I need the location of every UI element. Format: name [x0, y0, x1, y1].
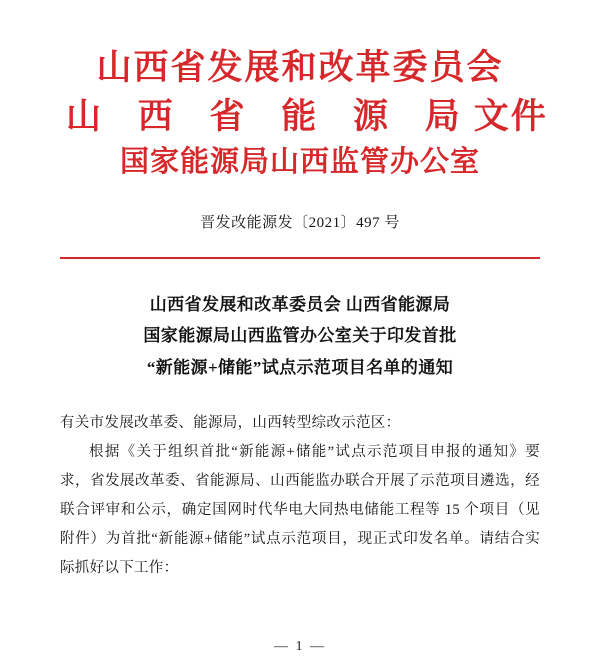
title-line-3: “新能源+储能”试点示范项目名单的通知: [146, 357, 454, 377]
letterhead-line-2-suffix: 文件: [473, 97, 548, 136]
body-paragraph-1: 根据《关于组织首批“新能源+储能”试点示范项目申报的通知》要求，省发展改革委、省能源局、山西能监办联合开展了示范项目遴选，经联合评审和公示，确定国网时代华电大同热电储能工程等 15 个项目（见附件）为首批“新能源+储能”试点示范项目，现正式印发名单。请结合实际抓好以下工作：: [60, 444, 540, 577]
document-body: [60, 409, 540, 583]
title-line-1: 山西省发展和改革委员会 山西省能源局: [149, 295, 451, 314]
document-number: 晋发改能源发〔2021〕497 号: [200, 215, 400, 231]
letterhead: [60, 0, 548, 178]
letterhead-line-2: [60, 97, 548, 136]
page-number: — 1 —: [274, 639, 326, 654]
letterhead-line-2-agency: 山 西 省 能 源 局: [66, 97, 474, 136]
letterhead-line-3: 国家能源局山西监管办公室: [119, 146, 480, 178]
salutation: 有关市发展改革委、能源局，山西转型综改示范区：: [60, 415, 401, 432]
document-title: [60, 289, 540, 383]
title-line-2: 国家能源局山西监管办公室关于印发首批: [143, 326, 457, 346]
letterhead-line-1: 山西省发展和改革委员会: [96, 48, 504, 87]
red-divider-rule: [60, 257, 540, 259]
